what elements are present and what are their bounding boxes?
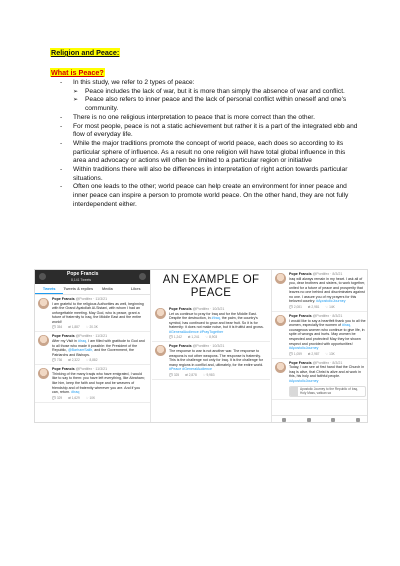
reply-icon[interactable]: 💬 2,081 xyxy=(289,305,302,310)
sub-list-item: ➢ Peace also refers to inner peace and the lack of personal conflict within oneself and one's community. xyxy=(73,96,347,113)
tweet-text: I am grateful to the religious Authorities as well, beginning with the Grand Ayatollah Al-Sistani, with whom I had an unforgettable meeting. May God, who is peace, grant a future of fraternity to Iraq, the Middle East and the entire world! xyxy=(52,301,144,324)
tab-tweets-replies[interactable]: Tweets & replies xyxy=(63,287,94,291)
tweet[interactable]: Pope Francis @Pontifex · 11/3/21 After my Visit in #Iraq, I am filled with gratitude to God and to all those who made it possible: the President of the Republic, @BarhamSalih, and the Government, the Patriarchs and Bishops. 💬 736 ⇄ 2,322 ♡ 8,882 xyxy=(35,332,150,365)
link-card-text: Apostolic Journey to the Republic of Iraq, Holy Mass, vatican.va xyxy=(299,387,359,396)
profile-header xyxy=(35,270,150,284)
list-item: - In this study, we refer to 2 types of peace: xyxy=(60,79,195,86)
link-thumbnail xyxy=(290,386,298,397)
link-card[interactable] xyxy=(289,386,366,397)
retweet-icon[interactable]: ⇄ 2,322 xyxy=(68,358,80,363)
tab-tweets[interactable]: Tweets xyxy=(35,284,63,294)
tweet-stats xyxy=(52,396,147,400)
tweet-count: 8,141 Tweets xyxy=(71,277,92,282)
list-item: - Often one leads to the other; world peace can help create an environment for inner peace and inner peace can inspire a person to promote world peace. On the other hand, they are not fully interdependent either. xyxy=(60,183,349,208)
reply-icon[interactable]: 💬 1,242 xyxy=(169,335,182,340)
tweet-stats xyxy=(52,325,147,329)
avatar[interactable] xyxy=(275,273,286,284)
avatar[interactable] xyxy=(38,368,49,379)
like-icon[interactable]: ♡ 9,983 xyxy=(202,372,215,377)
tweet-text: Iraq will always remain in my heart. I ask all of you, dear brothers and sisters, to work together, united for a future of peace and prosperity that leaves no one behind and discriminates against no one. I assure you of my prayers for this beloved country. #ApostolicJourney xyxy=(289,276,366,304)
avatar[interactable] xyxy=(38,335,49,346)
retweet-icon[interactable]: ⇄ 1,629 xyxy=(68,395,80,400)
reply-icon[interactable]: 💬 329 xyxy=(52,395,63,400)
profile-name: Pope Francis xyxy=(67,271,99,277)
tweet-text: After my Visit in #Iraq, I am filled with gratitude to God and to all those who made it possible: the President of the Republic, @BarhamSalih, and the Government, the Patriarchs and Bishops. xyxy=(52,338,145,357)
retweet-icon[interactable]: ⇄ 1,241 xyxy=(187,335,200,340)
bottom-nav-bar xyxy=(272,415,368,423)
retweet-icon[interactable]: ⇄ 2,981 xyxy=(307,305,320,310)
avatar[interactable] xyxy=(155,308,166,319)
like-icon[interactable]: ♡ 13K xyxy=(325,351,335,356)
tweet-text: Let us continue to pray for Iraq and for the Middle East. Despite the destruction, in #Iraq, the palm, the country's symbol, has continued to grow and bear fruit. So it is for fraternity: it does not make noise, but it is fruitful and grows. #GeneralAudience #PrayTogether xyxy=(169,311,264,334)
messages-icon[interactable] xyxy=(356,418,360,422)
body-text xyxy=(60,79,360,210)
tweet[interactable]: Pope Francis @Pontifex · 8/3/21 Iraq will always remain in my heart. I ask all of you, dear brothers and sisters, to work together, united for a future of peace and prosperity that leaves no one behind and discriminates against no one. I assure you of my prayers for this beloved country. #ApostolicJourney 💬 2,081 ⇄ 2,981 ♡ 14K xyxy=(272,270,368,312)
like-icon[interactable]: ♡ 20.3K xyxy=(85,325,98,330)
list-item: - There is no one religious interpretation to peace that is more correct than the other. xyxy=(60,113,315,121)
tweet[interactable]: Pope Francis @Pontifex · 11/3/21 Thinking of the many Iraqis who have emigrated, I would like to say to them: you have left everything, like Abraham; like him, keep the faith and hope and be weavers of friendship and of fraternity wherever you are. And if you can, return. #Iraq 💬 329 ⇄ 1,629 ♡ 10K xyxy=(35,365,150,402)
reply-icon[interactable]: 💬 1,059 xyxy=(289,351,302,356)
avatar[interactable] xyxy=(38,298,49,309)
sub-list-item: ➢ Peace includes the lack of war, but it is more than simply the absence of war and conflict. xyxy=(73,87,345,95)
subsection-title: What is Peace? xyxy=(51,68,104,77)
retweet-icon[interactable]: ⇄ 2,878 xyxy=(185,372,197,377)
tweet-stats xyxy=(289,352,366,356)
reply-icon[interactable]: 💬 325 xyxy=(169,372,180,377)
tweet[interactable]: Pope Francis @Pontifex · 10/3/21 The response to war is not another war. The response to weapons is not other weapons. The response is fraternity. This is the challenge not only for Iraq. It is the challenge for many regions in conflict and, ultimately, for the entire world. #Peace #GeneralAudience 💬 325 ⇄ 2,878 ♡ 9,983 xyxy=(152,342,270,379)
tweet[interactable]: Pope Francis @Pontifex · 10/3/21 Let us continue to pray for Iraq and for the Middle East. Despite the destruction, in #Iraq, the palm, the country's symbol, has continued to grow and bear fruit. So it is for fraternity: it does not make noise, but it is fruitful and grows. #GeneralAudience #PrayTogether 💬 1,242 ⇄ 1,241 ♡ 8,903 xyxy=(152,305,270,342)
tab-likes[interactable]: Likes xyxy=(130,287,141,291)
twitter-screenshot-collage xyxy=(34,269,368,423)
arrow-bullet-icon: ➢ xyxy=(73,97,79,104)
tweet-stats xyxy=(169,373,267,377)
like-icon[interactable]: ♡ 14K xyxy=(325,305,335,310)
reply-icon[interactable]: 💬 736 xyxy=(52,358,63,363)
back-arrow-icon[interactable] xyxy=(39,273,46,280)
tweet-stats xyxy=(169,335,267,339)
right-column xyxy=(271,270,368,423)
profile-tabs xyxy=(35,284,150,295)
like-icon[interactable]: ♡ 8,882 xyxy=(85,358,98,363)
retweet-icon[interactable]: ⇄ 1,887 xyxy=(68,325,80,330)
tweet-text: Thinking of the many Iraqis who have emigrated, I would like to say to them: you have left everything, like Abraham; like him, keep the faith and hope and be weavers of friendship and of fraternity wherever you are. And if you can, return. #Iraq xyxy=(52,371,145,395)
search-icon[interactable] xyxy=(307,418,311,422)
arrow-bullet-icon: ➢ xyxy=(73,88,79,95)
tweet-text: Today, I can see at first hand that the Church in Iraq is alive, that Christ is alive and at work in this, his holy and faithful people. #ApostolicJourney xyxy=(289,365,365,383)
avatar[interactable] xyxy=(275,362,286,373)
tweet-stats xyxy=(52,358,147,362)
like-icon[interactable]: ♡ 8,903 xyxy=(205,335,218,340)
section-title: Religion and Peace: xyxy=(51,48,120,57)
list-item: - For most people, peace is not a static achievement but rather it is a part of the integrated ebb and flow of everyday life. xyxy=(60,122,358,139)
home-icon[interactable] xyxy=(282,418,286,422)
tweet-stats xyxy=(289,305,366,309)
avatar[interactable] xyxy=(275,315,286,326)
tweet[interactable]: Pope Francis @Pontifex · 8/3/21 Today, I can see at first hand that the Church in Iraq is alive, that Christ is alive and at work in this, his holy and faithful people. #ApostolicJourney Apostolic Journey to the Republic of Iraq, Holy Mass, vatican.va xyxy=(272,359,368,400)
list-item: - While the major traditions promote the concept of world peace, each does so according to its particular sphere of influence. As a result no one religion will have total global influence in this area and advocacy or actions will often be limited to a particular region or initiative xyxy=(60,139,346,165)
tweet-text: I would like to say a heartfelt thank you to all the women, especially the women of #Iraq, courageous women who continue to give life, in spite of wrongs and hurts. May women be respected and protected! May they be shown respect and provided with opportunities! #ApostolicJourney xyxy=(289,318,366,351)
tweet[interactable]: Pope Francis @Pontifex · 8/3/21 I would like to say a heartfelt thank you to all the women, especially the women of #Iraq, courageous women who continue to give life, in spite of wrongs and hurts. May women be respected and protected! May they be shown respect and provided with opportunities! #ApostolicJourney 💬 1,059 ⇄ 2,987 ♡ 13K xyxy=(272,312,368,359)
example-title: AN EXAMPLE OF PEACE xyxy=(162,274,260,299)
tweet-text: The response to war is not another war. The response to weapons is not other weapons. The response is fraternity. This is the challenge not only for Iraq. It is the challenge for many regions in conflict and, ultimately, for the entire world. #Peace #GeneralAudience xyxy=(169,348,264,372)
reply-icon[interactable]: 💬 354 xyxy=(52,325,63,330)
middle-column xyxy=(152,270,270,423)
tweet[interactable]: Pope Francis @Pontifex · 11/3/21 I am grateful to the religious Authorities as well, beginning with the Grand Ayatollah Al-Sistani, with whom I had an unforgettable meeting. May God, who is peace, grant a future of fraternity to Iraq, the Middle East and the entire world! 💬 354 ⇄ 1,887 ♡ 20.3K xyxy=(35,295,150,332)
notifications-icon[interactable] xyxy=(331,418,335,422)
profile-column xyxy=(35,270,151,423)
retweet-icon[interactable]: ⇄ 2,987 xyxy=(307,351,320,356)
list-item: - Within traditions there will also be differences in interpretation of right action towards particular situations. xyxy=(60,166,348,182)
more-icon[interactable] xyxy=(139,273,146,280)
avatar[interactable] xyxy=(155,345,166,356)
like-icon[interactable]: ♡ 10K xyxy=(85,395,96,400)
tab-media[interactable]: Media xyxy=(101,287,113,291)
